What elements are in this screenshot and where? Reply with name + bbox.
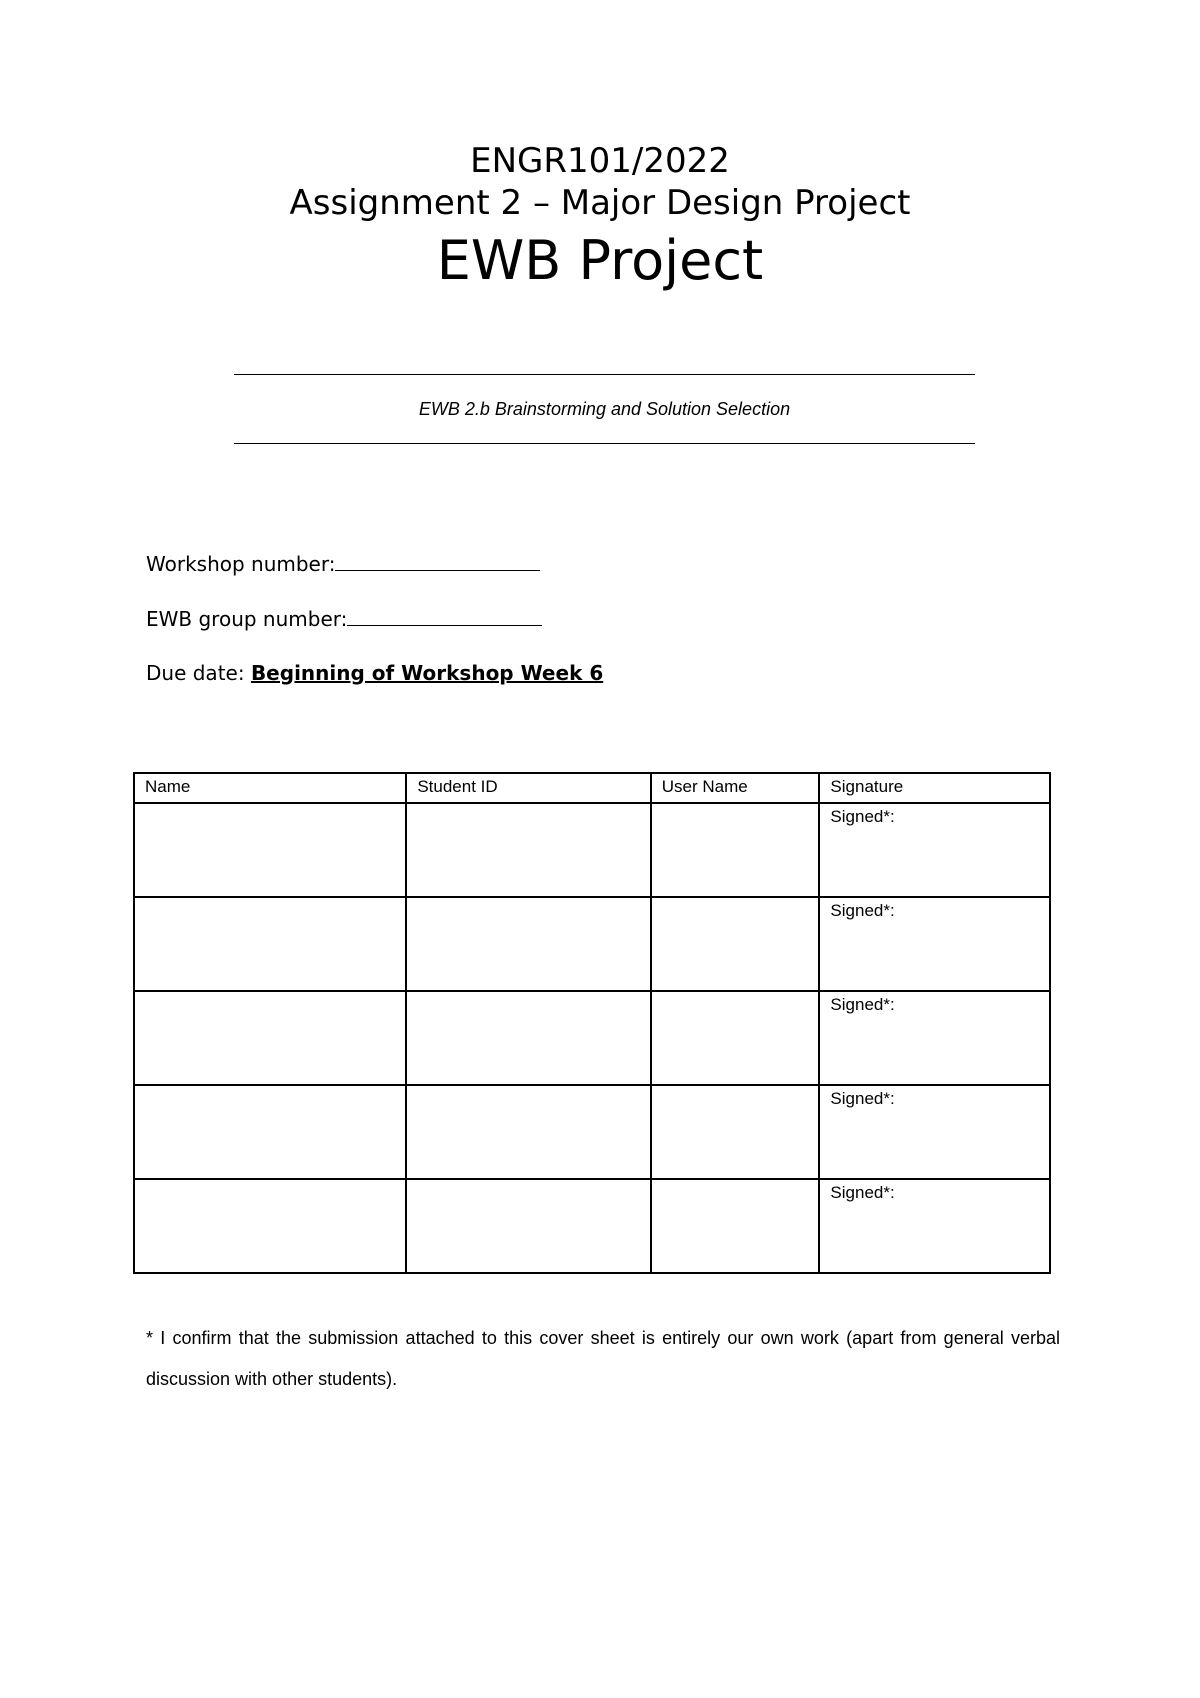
signature-cell[interactable]: Signed*: — [819, 803, 1050, 897]
title-block — [0, 140, 1200, 296]
name-cell[interactable] — [134, 1085, 406, 1179]
name-cell[interactable] — [134, 991, 406, 1085]
assignment-title: Assignment 2 – Major Design Project — [289, 183, 911, 223]
divider-bottom — [234, 443, 975, 444]
group-members-table — [133, 772, 1051, 1274]
student-id-cell[interactable] — [406, 991, 650, 1085]
table-row — [134, 1085, 1050, 1179]
header-signature: Signature — [819, 773, 1050, 803]
name-cell[interactable] — [134, 803, 406, 897]
user-name-cell[interactable] — [651, 1085, 820, 1179]
project-title: EWB Project — [436, 229, 764, 292]
student-id-cell[interactable] — [406, 897, 650, 991]
name-cell[interactable] — [134, 897, 406, 991]
document-subtitle: EWB 2.b Brainstorming and Solution Selection — [418, 399, 791, 419]
due-date-label: Due date: — [146, 661, 251, 685]
divider-top — [234, 374, 975, 375]
table-row — [134, 803, 1050, 897]
declaration-footnote: * I confirm that the submission attached to this cover sheet is entirely our own work (apart from general verbal discussion with other students). — [146, 1328, 1060, 1389]
user-name-cell[interactable] — [651, 1179, 820, 1273]
table-row — [134, 897, 1050, 991]
user-name-cell[interactable] — [651, 897, 820, 991]
group-number-label: EWB group number: — [146, 607, 348, 631]
group-number-blank[interactable] — [347, 605, 542, 626]
due-date-value: Beginning of Workshop Week 6 — [250, 661, 604, 685]
group-number-field — [146, 605, 542, 632]
due-date-field — [146, 660, 603, 686]
workshop-number-blank[interactable] — [335, 550, 540, 571]
signature-cell[interactable]: Signed*: — [819, 1179, 1050, 1273]
user-name-cell[interactable] — [651, 991, 820, 1085]
student-id-cell[interactable] — [406, 803, 650, 897]
name-cell[interactable] — [134, 1179, 406, 1273]
header-student-id: Student ID — [406, 773, 650, 803]
course-code: ENGR101/2022 — [470, 141, 730, 181]
workshop-number-field — [146, 550, 540, 577]
student-id-cell[interactable] — [406, 1085, 650, 1179]
signature-cell[interactable]: Signed*: — [819, 1085, 1050, 1179]
student-id-cell[interactable] — [406, 1179, 650, 1273]
user-name-cell[interactable] — [651, 803, 820, 897]
signature-cell[interactable]: Signed*: — [819, 897, 1050, 991]
table-row — [134, 1179, 1050, 1273]
table-header-row — [134, 773, 1050, 803]
header-user-name: User Name — [651, 773, 820, 803]
signature-cell[interactable]: Signed*: — [819, 991, 1050, 1085]
workshop-number-label: Workshop number: — [146, 552, 336, 576]
header-name: Name — [134, 773, 406, 803]
table-row — [134, 991, 1050, 1085]
